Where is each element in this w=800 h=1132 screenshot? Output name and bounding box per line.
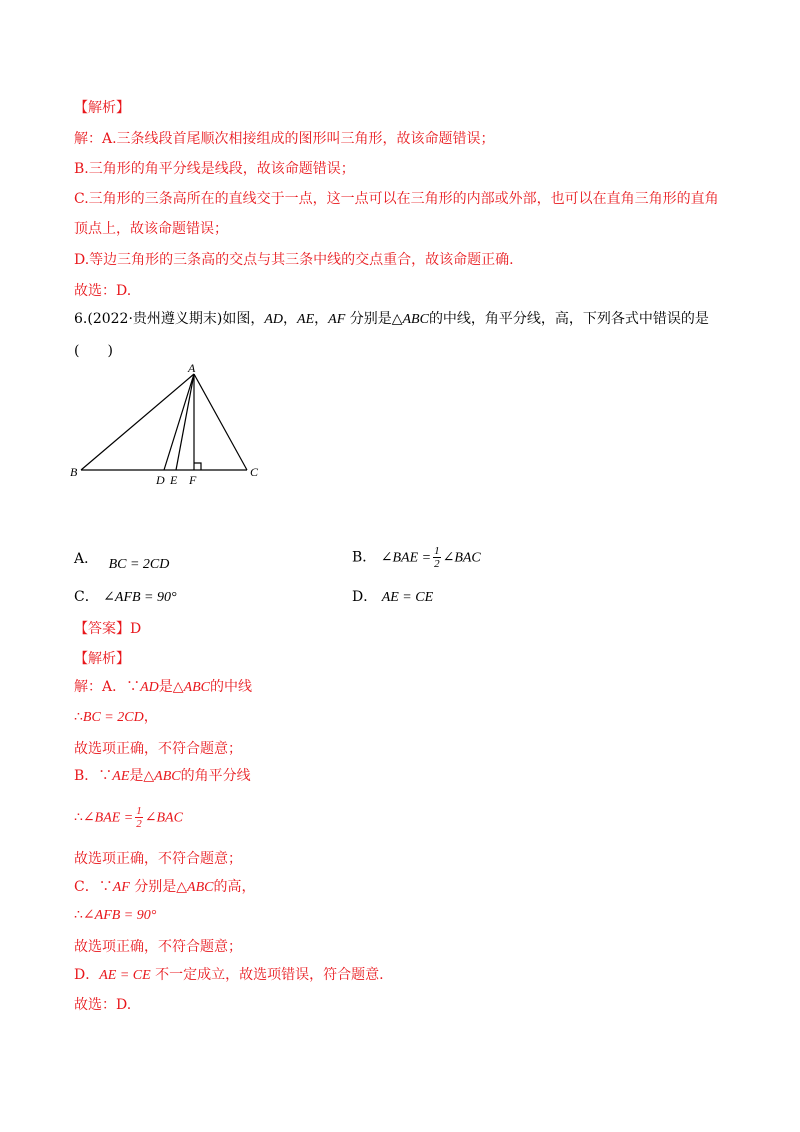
fraction-half [135, 805, 143, 830]
solution-line: 故选：D. [74, 997, 132, 1013]
therefore-symbol: ∴ [74, 809, 83, 826]
option-a-expr: BC = 2CD [108, 557, 170, 572]
solution-line: 故选项正确，不符合题意； [74, 851, 242, 867]
var-ae: AE [112, 769, 130, 784]
answer-line [74, 620, 141, 638]
label-d: D [156, 473, 165, 487]
label-b: B [70, 465, 78, 479]
option-c [74, 588, 177, 607]
solution-line [74, 678, 252, 697]
question-6-stem [74, 310, 709, 329]
solution-text: ， [143, 709, 158, 725]
solution-text: 分别是 [129, 879, 177, 895]
solution-line: 故选项正确，不符合题意； [74, 741, 242, 757]
answer-label: 【答案】 [74, 621, 130, 637]
var-af: AF [328, 312, 346, 327]
answer-parentheses: ( ) [74, 343, 113, 359]
option-c-label: C． [74, 589, 99, 605]
var-af: AF [112, 880, 130, 895]
solution-line [74, 878, 256, 897]
triangle-abc: △ABC [391, 312, 429, 327]
solution-line: 故选项正确，不符合题意； [74, 939, 242, 955]
question-6-prefix: 6.(2022·贵州遵义期末)如图， [74, 311, 265, 327]
option-c-expr: ∠AFB = 90° [103, 590, 177, 605]
fraction-numerator: 1 [434, 545, 440, 557]
side-ac [194, 374, 247, 470]
side-ab [81, 374, 194, 470]
solution-expr: ∠AFB = 90° [82, 908, 157, 923]
question-6-mid: 分别是 [345, 311, 392, 327]
prev-analysis-line: D.等边三角形的三条高的交点与其三条中线的交点重合，故该命题正确. [74, 252, 514, 268]
solution-expr: ∠BAC [144, 810, 183, 826]
solution-text: 解：A．∵ [74, 679, 141, 695]
solution-text: 是 [129, 768, 144, 784]
var-ae: AE [297, 312, 315, 327]
var-ad: AD [140, 680, 159, 695]
solution-text: 是 [158, 679, 173, 695]
label-f: F [189, 473, 197, 487]
triangle-figure [66, 362, 296, 492]
option-a-label: A． [74, 551, 99, 567]
fraction-denominator: 2 [434, 558, 440, 570]
option-b-right: ∠BAC [442, 550, 481, 566]
prev-analysis-line: B.三角形的角平分线是线段，故该命题错误； [74, 161, 355, 177]
label-c: C [250, 465, 259, 479]
right-angle-mark [194, 463, 201, 470]
label-a: A [188, 362, 196, 375]
fraction-numerator: 1 [136, 805, 142, 817]
solution-text: 的高， [213, 879, 256, 895]
solution-expr: BC = 2CD [82, 710, 144, 725]
solution-text: C．∵ [74, 879, 113, 895]
option-d-expr: AE = CE [381, 590, 434, 605]
option-d-label: D． [352, 589, 378, 605]
solution-line [74, 966, 384, 985]
solution-text: D． [74, 967, 100, 983]
solution-expr: AE = CE [99, 968, 151, 983]
prev-analysis-line: 解：A.三条线段首尾顺次相接组成的图形叫三角形，故该命题错误； [74, 131, 495, 147]
therefore-symbol: ∴ [74, 709, 83, 725]
separator: ， [314, 311, 329, 327]
solution-label: 【解析】 [74, 651, 130, 667]
question-6-suffix: 的中线，角平分线，高，下列各式中错误的是 [428, 311, 709, 327]
label-e: E [170, 473, 178, 487]
solution-line [74, 708, 158, 727]
solution-text: B．∵ [74, 768, 113, 784]
therefore-symbol: ∴ [74, 907, 83, 923]
option-b-label: B． [352, 549, 377, 566]
solution-text: 不一定成立，故选项错误，符合题意. [150, 967, 384, 983]
answer-value: D [130, 621, 142, 637]
fraction-denominator: 2 [136, 818, 142, 830]
var-ad: AD [264, 312, 284, 327]
option-a [74, 550, 170, 572]
triangle-abc: △ABC [172, 680, 211, 695]
solution-text: 的角平分线 [180, 768, 251, 784]
solution-line [74, 767, 251, 786]
solution-line [74, 906, 156, 925]
triangle-abc: △ABC [143, 769, 181, 784]
prev-analysis-label: 【解析】 [74, 100, 130, 116]
prev-analysis-line: C.三角形的三条高所在的直线交于一点，这一点可以在三角形的内部或外部，也可以在直角三角形的直角 [74, 191, 719, 207]
option-b-left: ∠BAE = [380, 550, 432, 566]
prev-analysis-line: 故选：D. [74, 283, 132, 299]
triangle-abc: △ABC [176, 880, 214, 895]
solution-expr: ∠BAE = [82, 810, 134, 826]
fraction-half [433, 545, 441, 570]
solution-line [74, 805, 183, 830]
option-d [352, 588, 433, 607]
solution-text: 的中线 [210, 679, 253, 695]
separator: ， [283, 311, 298, 327]
option-b [352, 545, 481, 570]
prev-analysis-line: 顶点上，故该命题错误； [74, 221, 228, 237]
